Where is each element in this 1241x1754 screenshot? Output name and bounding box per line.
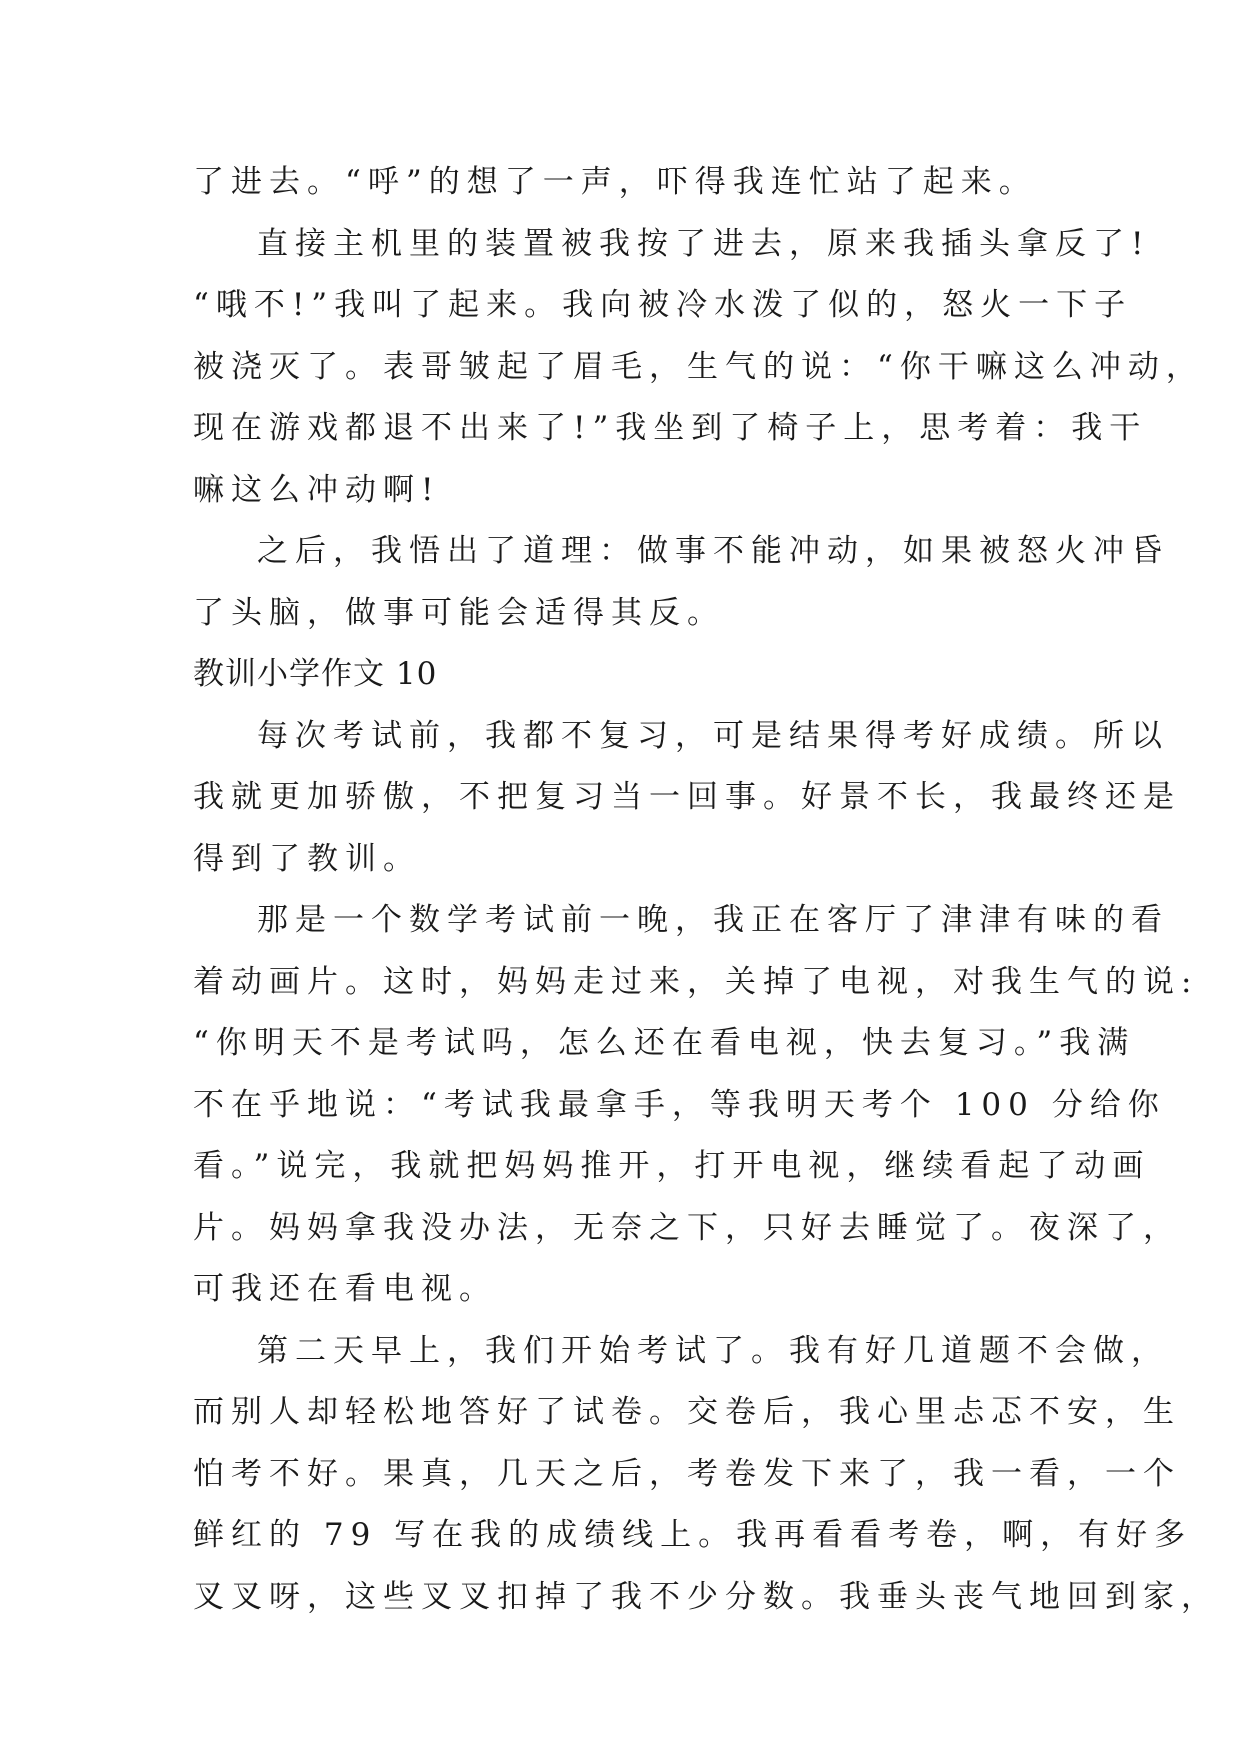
text-line: 片。妈妈拿我没办法，无奈之下，只好去睡觉了。夜深了，	[193, 1209, 1181, 1246]
text-line: 了头脑，做事可能会适得其反。	[193, 594, 725, 631]
text-line: 我就更加骄傲，不把复习当一回事。好景不长，我最终还是	[193, 779, 1181, 815]
text-line: 那是一个数学考试前一晚，我正在客厅了津津有味的看	[257, 902, 1169, 938]
text-line: 鲜红的 79 写在我的成绩线上。我再看看考卷，啊，有好多	[193, 1517, 1193, 1553]
text-line: 被浇灭了。表哥皱起了眉毛，生气的说：“你干嘛这么冲动，	[193, 348, 1204, 385]
text-line: 嘛这么冲动啊!	[193, 471, 441, 508]
text-line: “哦不!”我叫了起来。我向被冷水泼了似的，怒火一下子	[193, 287, 1133, 323]
text-line: 而别人却轻松地答好了试卷。交卷后，我心里忐忑不安，生	[193, 1394, 1181, 1430]
text-line: 看。”说完，我就把妈妈推开，打开电视，继续看起了动画	[193, 1148, 1151, 1184]
text-line: 可我还在看电视。	[193, 1271, 497, 1307]
text-line: 不在乎地说：“考试我最拿手，等我明天考个 100 分给你	[193, 1086, 1166, 1123]
text-line: “你明天不是考试吗，怎么还在看电视，快去复习。”我满	[193, 1025, 1136, 1061]
text-line: 第二天早上，我们开始考试了。我有好几道题不会做，	[257, 1332, 1169, 1369]
text-line: 得到了教训。	[193, 840, 421, 877]
text-line: 之后，我悟出了道理：做事不能冲动，如果被怒火冲昏	[257, 533, 1169, 569]
text-line: 着动画片。这时，妈妈走过来，关掉了电视，对我生气的说:	[193, 963, 1199, 1000]
text-line: 叉叉呀，这些叉叉扣掉了我不少分数。我垂头丧气地回到家，	[193, 1578, 1219, 1615]
text-line: 现在游戏都退不出来了!”我坐到了椅子上，思考着：我干	[193, 410, 1148, 446]
document-body	[193, 152, 1219, 1628]
text-line: 了进去。“呼”的想了一声，吓得我连忙站了起来。	[193, 164, 1037, 200]
text-line: 直接主机里的装置被我按了进去，原来我插头拿反了!	[257, 225, 1151, 262]
text-line: 怕考不好。果真，几天之后，考卷发下来了，我一看，一个	[193, 1455, 1181, 1492]
section-heading: 教训小学作文 10	[193, 656, 438, 692]
text-line: 每次考试前，我都不复习，可是结果得考好成绩。所以	[257, 717, 1169, 754]
